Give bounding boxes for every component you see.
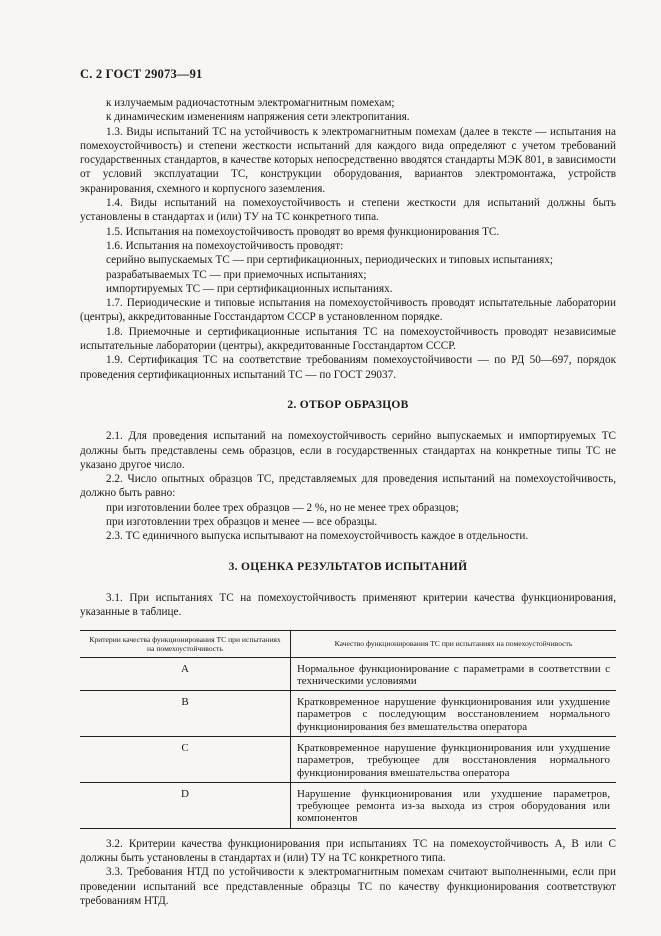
clause-1-9: 1.9. Сертификация ТС на соответствие требованиям помехоустойчивости — по РД 50—697, порядок проведения сертификационных испытаний ТС — по ГОСТ 29037. [80,354,616,381]
section-2-title: 2. ОТБОР ОБРАЗЦОВ [287,398,409,411]
clause-1-6-item-b: разрабатываемых ТС — при приемочных испытаниях; [106,268,367,281]
clause-2-2: 2.2. Число опытных образцов ТС, представляемых для проведения испытаний на помехоустойчивость, должно быть равно: [80,473,616,500]
section-3-title: 3. ОЦЕНКА РЕЗУЛЬТАТОВ ИСПЫТАНИЙ [228,560,468,573]
criterion-description: Кратковременное нарушение функционирования или ухудшение параметров с последующим восстановлением нормального функционирования без вмешательства оператора [291,691,617,737]
clause-1-8: 1.8. Приемочные и сертификационные испытания ТС на помехоустойчивость проводят независимые испытательные лаборатории (центры), аккредитованные Госстандартом СССР. [80,325,616,353]
table-row [80,736,616,782]
intro-line-2: к динамическим изменениям напряжения сети электропитания. [106,111,410,124]
criterion-code: D [80,782,291,828]
criterion-code: С [80,736,291,782]
table-header-criteria: Критерии качества функционирования ТС при испытаниях на помехоустойчивость [80,630,291,657]
criterion-code: В [80,691,291,737]
table-header-quality: Качество функционирования ТС при испытаниях на помехоустойчивость [291,630,617,657]
clause-1-6: 1.6. Испытания на помехоустойчивость проводят: [106,239,344,252]
clause-2-3: 2.3. ТС единичного выпуска испытывают на помехоустойчивость каждое в отдельности. [106,530,529,543]
clause-1-3: 1.3. Виды испытаний ТС на устойчивость к электромагнитным помехам (далее в тексте — испытания на помехоустойчивость) и степени жесткости испытаний для каждого вида определяют с учетом требований государственных стандартов, в качестве которых непосредственно вводятся стандарты МЭК 801, в зависимости от условий эксплуатации ТС, конструкции оборудования, вариантов электромонтажа, устройств экранирования, схемного и корпусного заземления. [80,125,616,195]
criterion-description: Нормальное функционирование с параметрами в соответствии с техническими условиями [291,657,617,691]
clause-1-5: 1.5. Испытания на помехоустойчивость проводят во время функционирования ТС. [106,225,500,238]
intro-line-1: к излучаемым радиочастотным электромагнитным помехам; [106,97,395,109]
criterion-description: Нарушение функционирования или ухудшение параметров, требующее ремонта из-за выхода из строя оборудования или компонентов [291,782,617,828]
clause-3-3: 3.3. Требования НТД по устойчивости к электромагнитным помехам считают выполненными, если при проведении испытаний все представленные образцы ТС по качеству функционирования соответствуют требованиям НТД. [80,866,616,907]
clause-2-2-item-a: при изготовлении более трех образцов — 2 %, но не менее трех образцов; [106,501,459,514]
document-body [80,96,616,908]
clause-1-7: 1.7. Периодические и типовые испытания на помехоустойчивость проводят испытательные лаборатории (центры), аккредитованные Госстандартом СССР в установленном порядке. [80,297,616,324]
criteria-table [80,630,616,829]
clause-1-4: 1.4. Виды испытаний на помехоустойчивость и степени жесткости для испытаний должны быть установлены в стандартах и (или) ТУ на ТС конкретного типа. [80,197,616,224]
page-header: С. 2 ГОСТ 29073—91 [80,67,203,81]
clause-1-6-item-a: серийно выпускаемых ТС — при сертификационных, периодических и типовых испытаниях; [106,254,553,267]
clause-1-6-item-c: импортируемых ТС — при сертификационных испытаниях. [106,282,393,295]
clause-3-1: 3.1. При испытаниях ТС на помехоустойчивость применяют критерии качества функционирования, указанные в таблице. [80,591,616,619]
criterion-code: А [80,657,291,691]
clause-2-1: 2.1. Для проведения испытаний на помехоустойчивость серийно выпускаемых и импортируемых ТС должны быть представлены семь образцов, если в государственных стандартах на конкретные типы ТС не указано другое число. [80,430,616,471]
table-row [80,657,616,691]
table-row [80,782,616,828]
clause-3-2: 3.2. Критерии качества функционирования при испытаниях ТС на помехоустойчивость А, В или С должны быть установлены в стандартах и (или) ТУ на ТС конкретного типа. [80,837,616,865]
criterion-description: Кратковременное нарушение функционирования или ухудшение параметров, требующее для восстановления нормального функционирования вмешательства оператора [291,736,617,782]
clause-2-2-item-b: при изготовлении трех образцов и менее — все образцы. [106,516,378,529]
table-row [80,691,616,737]
